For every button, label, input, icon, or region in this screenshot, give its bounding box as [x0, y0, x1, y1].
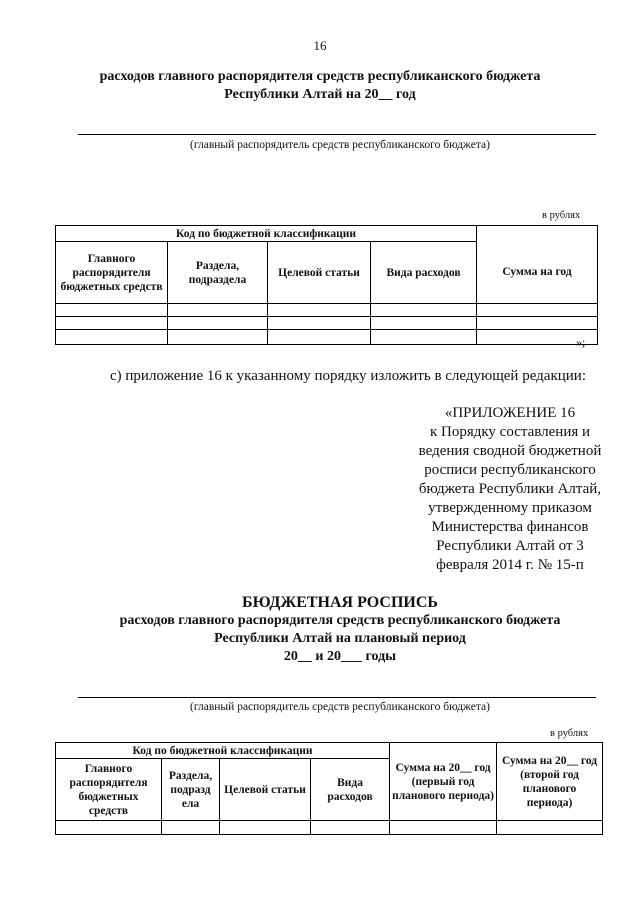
table-cell [268, 330, 371, 345]
appendix-line: ведения сводной бюджетной [418, 443, 602, 459]
appendix-line: росписи республиканского [424, 462, 596, 478]
section2-col-header: Сумма на 20__ год (второй год планового периода) [497, 743, 603, 821]
appendix-block [380, 404, 640, 575]
section1-col-header: Сумма на год [477, 242, 598, 304]
appendix-line: к Порядку составления и [429, 424, 591, 440]
section2-col-header: Сумма на 20__ год (первый год планового периода) [390, 743, 497, 821]
table-row [56, 317, 598, 330]
appendix-line: бюджета Республики Алтай, [418, 481, 602, 497]
table-cell [56, 330, 168, 345]
amendment-paragraph: с) приложение 16 к указанному порядку изложить в следующей редакции: [110, 368, 586, 384]
section1-col-header: Главного распорядителя бюджетных средств [56, 242, 168, 304]
section1-closing-mark: »; [576, 335, 586, 349]
appendix-line: утвержденному приказом [428, 500, 592, 516]
appendix-line: «ПРИЛОЖЕНИЕ 16 [444, 405, 576, 421]
section2-title-line3: 20__ и 20___ годы [283, 649, 397, 664]
appendix-line: Республики Алтай от 3 [436, 538, 584, 554]
section2-signature-line [78, 697, 596, 698]
section1-col-header: Раздела, подраздела [168, 242, 268, 304]
table-cell [477, 317, 598, 330]
table-cell [371, 330, 477, 345]
section2-title [60, 594, 620, 666]
table-row [56, 330, 598, 345]
section2-group-header: Код по бюджетной классификации [56, 743, 390, 759]
table-cell [162, 821, 220, 835]
table-cell [168, 330, 268, 345]
section1-col-header: Вида расходов [371, 242, 477, 304]
section1-caption: (главный распорядитель средств республиканского бюджета) [190, 139, 490, 151]
section1-title [60, 68, 580, 104]
section2-caption: (главный распорядитель средств республиканского бюджета) [190, 701, 490, 713]
section1-title-line1: расходов главного распорядителя средств республиканского бюджета [99, 69, 541, 84]
page-number: 16 [313, 38, 327, 53]
section1-signature-line [78, 134, 596, 135]
section1-empty-header-cell [477, 226, 598, 242]
section2-table [55, 742, 603, 835]
section1-table [55, 225, 598, 345]
table-cell [220, 821, 311, 835]
section2-col-header: Вида расходов [311, 759, 390, 821]
table-cell [268, 304, 371, 317]
table-cell [390, 821, 497, 835]
table-cell [497, 821, 603, 835]
section2-col-header: Целевой статьи [220, 759, 311, 821]
table-cell [168, 304, 268, 317]
section2-unit: в рублях [550, 728, 589, 739]
section2-col-header: Главного распорядителя бюджетных средств [56, 759, 162, 821]
section1-title-line2: Республики Алтай на 20__ год [224, 87, 416, 102]
section2-title-line1: расходов главного распорядителя средств республиканского бюджета [119, 613, 561, 628]
table-cell [371, 317, 477, 330]
table-cell [268, 317, 371, 330]
table-cell [477, 304, 598, 317]
section2-col-header: Раздела, подразд ела [162, 759, 220, 821]
section1-col-header: Целевой статьи [268, 242, 371, 304]
table-cell [56, 317, 168, 330]
section1-unit: в рублях [542, 210, 581, 221]
appendix-line: февраля 2014 г. № 15-п [436, 557, 584, 573]
table-cell [371, 304, 477, 317]
section1-group-header: Код по бюджетной классификации [56, 226, 477, 242]
table-cell [56, 304, 168, 317]
appendix-line: Министерства финансов [431, 519, 589, 535]
table-cell [168, 317, 268, 330]
section2-title-line2: Республики Алтай на плановый период [214, 631, 466, 646]
section2-heading: БЮДЖЕТНАЯ РОСПИСЬ [241, 594, 438, 611]
table-cell [311, 821, 390, 835]
table-row [56, 821, 603, 835]
table-row [56, 304, 598, 317]
table-cell [56, 821, 162, 835]
